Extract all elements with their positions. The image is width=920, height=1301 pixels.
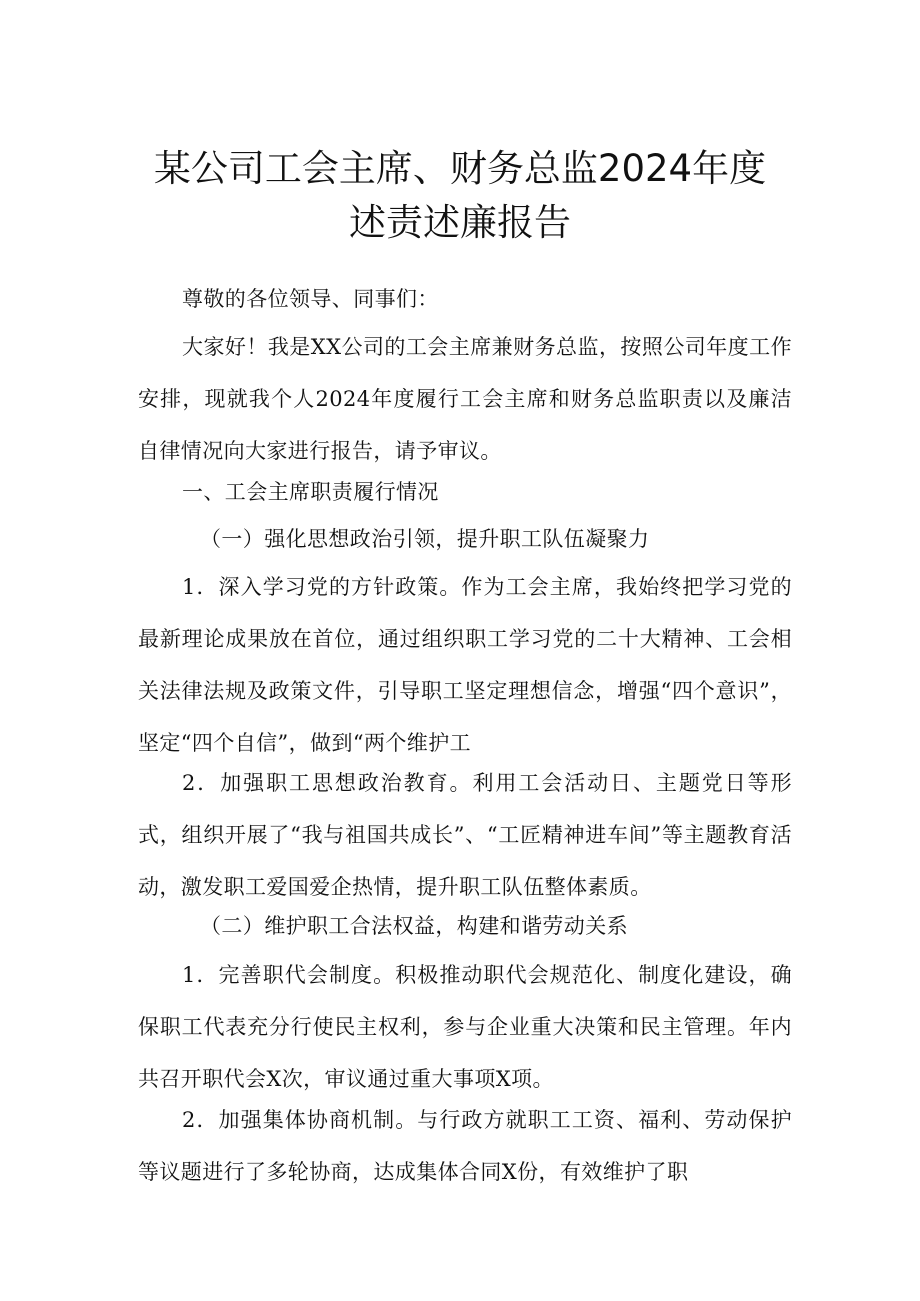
document-title-line1: 某公司工会主席、财务总监2024年度 [153, 147, 767, 190]
item-2-1-paragraph: 1．完善职代会制度。积极推动职代会规范化、制度化建设，确保职工代表充分行使民主权利，参与企业重大决策和民主管理。年内共召开职代会X次，审议通过重大事项X项。 [138, 963, 792, 1091]
section1-heading: 一、工会主席职责履行情况 [182, 480, 439, 504]
subsection1-heading: （一）强化思想政治引领，提升职工队伍凝聚力 [200, 527, 650, 551]
item-1-1-paragraph: 1．深入学习党的方针政策。作为工会主席，我始终把学习党的最新理论成果放在首位，通过组织职工学习党的二十大精神、工会相关法律法规及政策文件，引导职工坚定理想信念，增强“四个意识”，坚定“四个自信”，做到“两个维护工 [138, 575, 792, 755]
document-title-line2: 述责述廉报告 [349, 201, 571, 244]
salutation: 尊敬的各位领导、同事们： [182, 287, 439, 311]
subsection2-heading: （二）维护职工合法权益，构建和谐劳动关系 [200, 914, 628, 938]
intro-paragraph: 大家好！我是XX公司的工会主席兼财务总监，按照公司年度工作安排，现就我个人2024年度履行工会主席和财务总监职责以及廉洁自律情况向大家进行报告，请予审议。 [138, 335, 792, 463]
item-2-2-paragraph: 2．加强集体协商机制。与行政方就职工工资、福利、劳动保护等议题进行了多轮协商，达成集体合同X份，有效维护了职 [138, 1108, 792, 1184]
item-1-2-paragraph: 2．加强职工思想政治教育。利用工会活动日、主题党日等形式，组织开展了“我与祖国共成长”、“工匠精神进车间”等主题教育活动，激发职工爱国爱企热情，提升职工队伍整体素质。 [138, 771, 792, 899]
